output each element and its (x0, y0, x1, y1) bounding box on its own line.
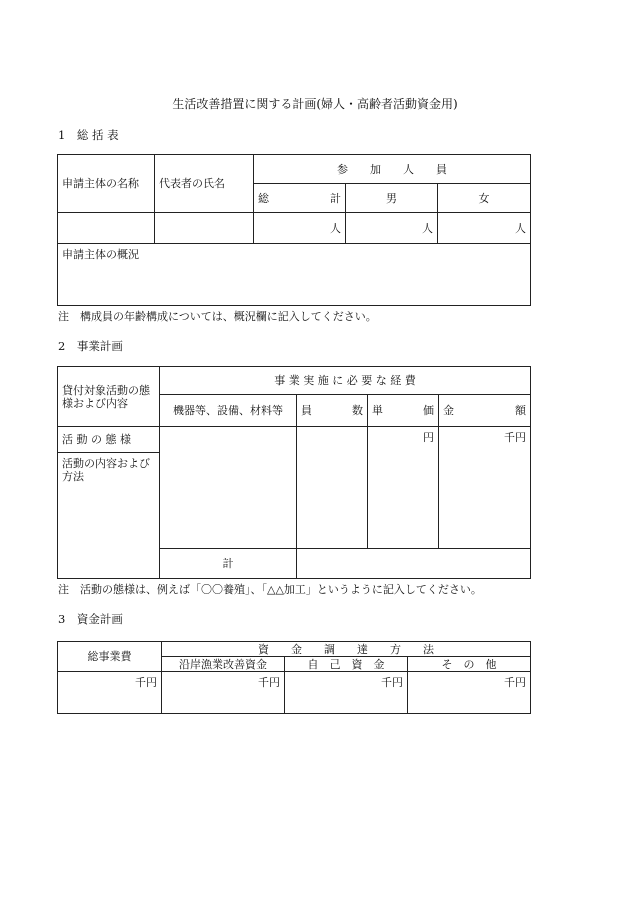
page-title: 生活改善措置に関する計画(婦人・高齢者活動資金用) (172, 97, 458, 111)
section1-heading: 1 総 括 表 (58, 128, 119, 142)
applicant-name-header: 申請主体の名称 (58, 155, 155, 213)
amount-cell[interactable]: 千円 (439, 427, 531, 549)
subtotal-cell[interactable] (297, 549, 531, 579)
others-header: そ の 他 (408, 657, 531, 672)
representative-name-cell[interactable] (155, 213, 254, 244)
equipment-cell[interactable] (160, 427, 297, 549)
count-cell[interactable] (297, 427, 368, 549)
female-header: 女 (438, 184, 531, 213)
business-plan-table (57, 366, 531, 579)
representative-name-header: 代表者の氏名 (155, 155, 254, 213)
equipment-header: 機器等、設備、材料等 (160, 395, 297, 427)
total-cost-cell[interactable]: 千円 (58, 672, 162, 714)
section2-note: 注 活動の態様は、例えば「〇〇養殖」、「△△加工」というように記入してください。 (58, 583, 482, 596)
coastal-fund-cell[interactable]: 千円 (162, 672, 285, 714)
male-count-cell[interactable]: 人 (346, 213, 438, 244)
total-cost-header: 総事業費 (58, 642, 162, 672)
activity-content-label: 活動の内容および方法 (58, 453, 160, 579)
female-count-cell[interactable]: 人 (438, 213, 531, 244)
amount-header: 金 額 (439, 395, 531, 427)
count-header: 員 数 (297, 395, 368, 427)
section2-heading: 2 事業計画 (58, 339, 123, 353)
participants-header: 参 加 人 員 (254, 155, 531, 184)
male-header: 男 (346, 184, 438, 213)
overview-cell[interactable]: 申請主体の概況 (58, 244, 531, 306)
activity-type-header: 貸付対象活動の態様および内容 (58, 367, 160, 427)
expense-header: 事 業 実 施 に 必 要 な 経 費 (160, 367, 531, 395)
unit-price-cell[interactable]: 円 (368, 427, 439, 549)
total-header: 総 計 (254, 184, 346, 213)
activity-mode-label: 活 動 の 態 様 (58, 427, 160, 453)
own-funds-cell[interactable]: 千円 (285, 672, 408, 714)
others-cell[interactable]: 千円 (408, 672, 531, 714)
subtotal-label: 計 (160, 549, 297, 579)
summary-table (57, 154, 531, 306)
funding-plan-table (57, 641, 531, 714)
coastal-fund-header: 沿岸漁業改善資金 (162, 657, 285, 672)
unit-price-header: 単 価 (368, 395, 439, 427)
section3-heading: 3 資金計画 (58, 612, 123, 626)
funding-method-header: 資 金 調 達 方 法 (162, 642, 531, 657)
own-funds-header: 自 己 資 金 (285, 657, 408, 672)
total-count-cell[interactable]: 人 (254, 213, 346, 244)
applicant-name-cell[interactable] (58, 213, 155, 244)
section1-note: 注 構成員の年齢構成については、概況欄に記入してください。 (58, 310, 377, 323)
